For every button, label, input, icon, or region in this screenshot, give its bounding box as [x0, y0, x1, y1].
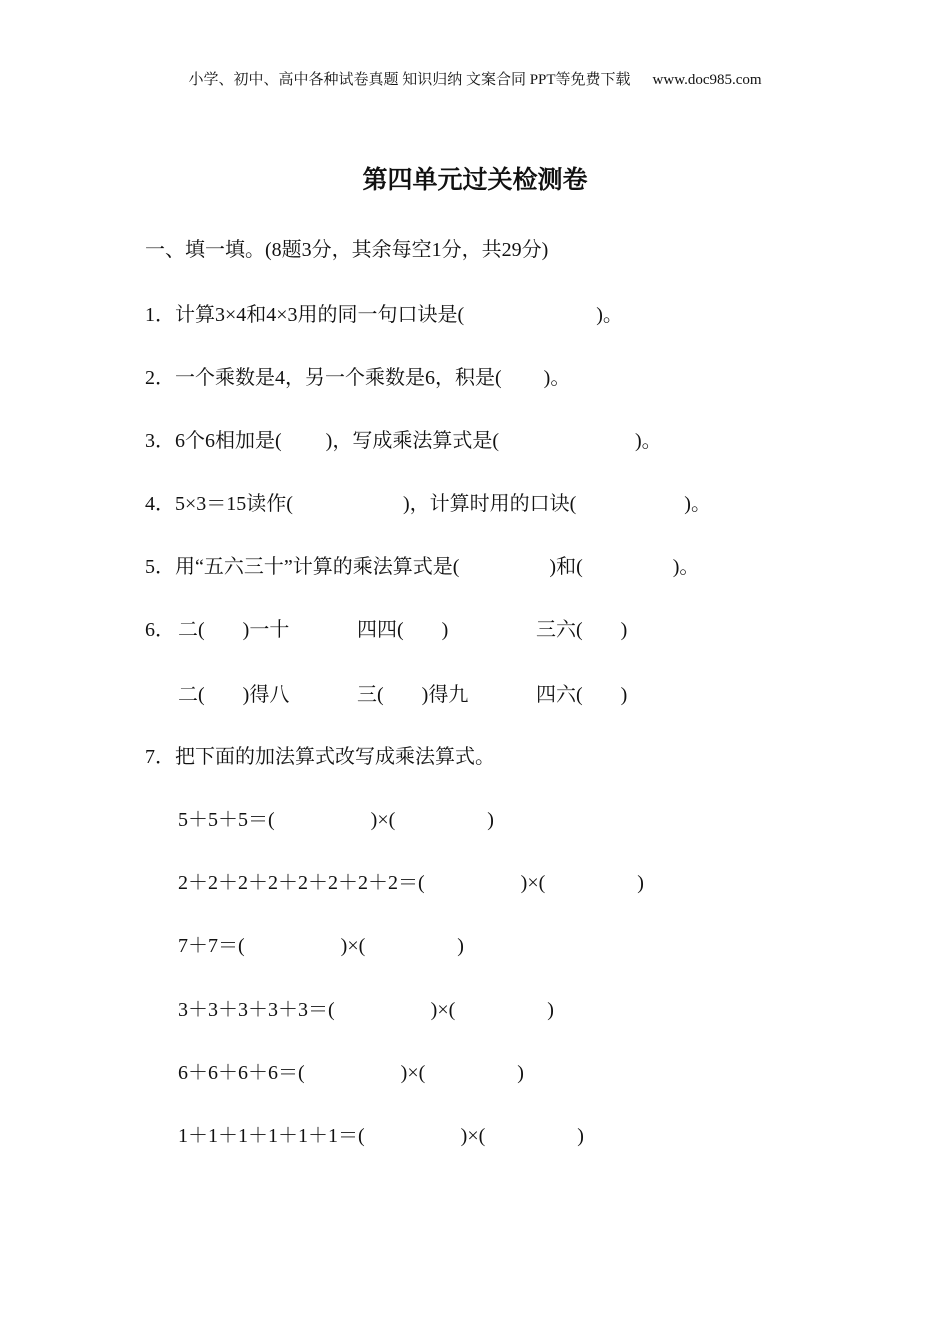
q-text: 三(: [357, 684, 384, 706]
question-3: [145, 427, 662, 455]
q6-item: [357, 616, 448, 644]
q-text: )得八: [242, 684, 290, 706]
q-text: )和(: [549, 556, 583, 578]
q-text: )得九: [421, 684, 469, 706]
question-4: [145, 490, 711, 518]
page-header: [0, 68, 950, 89]
q-text: 1．计算3×4和4×3用的同一句口诀是(: [145, 304, 465, 326]
q-text: 三六(: [536, 619, 583, 641]
question-6: [0, 616, 950, 716]
question-2: [145, 364, 570, 392]
q-text: )×(: [460, 1125, 486, 1147]
q-text: ): [577, 1125, 584, 1147]
q7-item: [178, 1059, 524, 1087]
q7-item: [178, 932, 464, 960]
q-text: )。: [596, 304, 623, 326]
q-text: 3．6个6相加是(: [145, 430, 282, 452]
q-text: ): [637, 872, 644, 894]
q-text: 3＋3＋3＋3＋3＝(: [178, 999, 335, 1021]
q-text: )×(: [400, 1062, 426, 1084]
q-text: )，写成乘法算式是(: [325, 430, 499, 452]
q-text: 7＋7＝(: [178, 935, 245, 957]
q-text: )。: [684, 493, 711, 515]
q-text: ): [620, 619, 628, 641]
q-text: 6＋6＋6＋6＝(: [178, 1062, 305, 1084]
q6-item: [178, 616, 289, 644]
q-text: ): [547, 999, 554, 1021]
q-text: 四四(: [357, 619, 404, 641]
q-text: )×(: [430, 999, 456, 1021]
q6-item: [357, 681, 468, 709]
q-text: 2．一个乘数是4，另一个乘数是6，积是(: [145, 367, 502, 389]
q-text: )×(: [340, 935, 366, 957]
question-6-number: 6．: [145, 619, 175, 641]
q-text: ): [620, 684, 628, 706]
header-text: 小学、初中、高中各种试卷真题 知识归纳 文案合同 PPT等免费下载: [188, 72, 631, 88]
q-text: 二(: [178, 684, 205, 706]
q7-item: [178, 806, 494, 834]
q-text: )一十: [242, 619, 290, 641]
header-url: www.doc985.com: [652, 72, 762, 88]
q6-item: [536, 681, 627, 709]
q6-item: [536, 616, 627, 644]
q7-item: [178, 1122, 584, 1150]
question-1: [145, 301, 623, 329]
q-text: ): [517, 1062, 524, 1084]
q-text: 1＋1＋1＋1＋1＋1＝(: [178, 1125, 365, 1147]
q-text: )。: [672, 556, 700, 578]
page-title: 第四单元过关检测卷: [362, 165, 588, 194]
q-text: 5．用“五六三十”计算的乘法算式是(: [145, 556, 460, 578]
q-text: )×(: [370, 809, 396, 831]
q-text: 4．5×3＝15读作(: [145, 493, 293, 515]
q-text: 2＋2＋2＋2＋2＋2＋2＋2＝(: [178, 872, 425, 894]
q-text: )。: [543, 367, 571, 389]
q-text: 二(: [178, 619, 205, 641]
question-5: [145, 553, 699, 581]
q-text: 四六(: [536, 684, 583, 706]
q-text: 5＋5＋5＝(: [178, 809, 275, 831]
q7-item: [178, 869, 644, 897]
question-7: 7．把下面的加法算式改写成乘法算式。: [145, 746, 495, 768]
q6-item: [178, 681, 289, 709]
q7-item: [178, 996, 554, 1024]
section-heading: 一、填一填。(8题3分，其余每空1分，共29分): [145, 239, 549, 261]
q-text: )。: [635, 430, 662, 452]
q-text: ): [457, 935, 464, 957]
q-text: ): [487, 809, 494, 831]
q-text: )×(: [520, 872, 546, 894]
q-text: )，计算时用的口诀(: [402, 493, 577, 515]
q-text: ): [441, 619, 449, 641]
